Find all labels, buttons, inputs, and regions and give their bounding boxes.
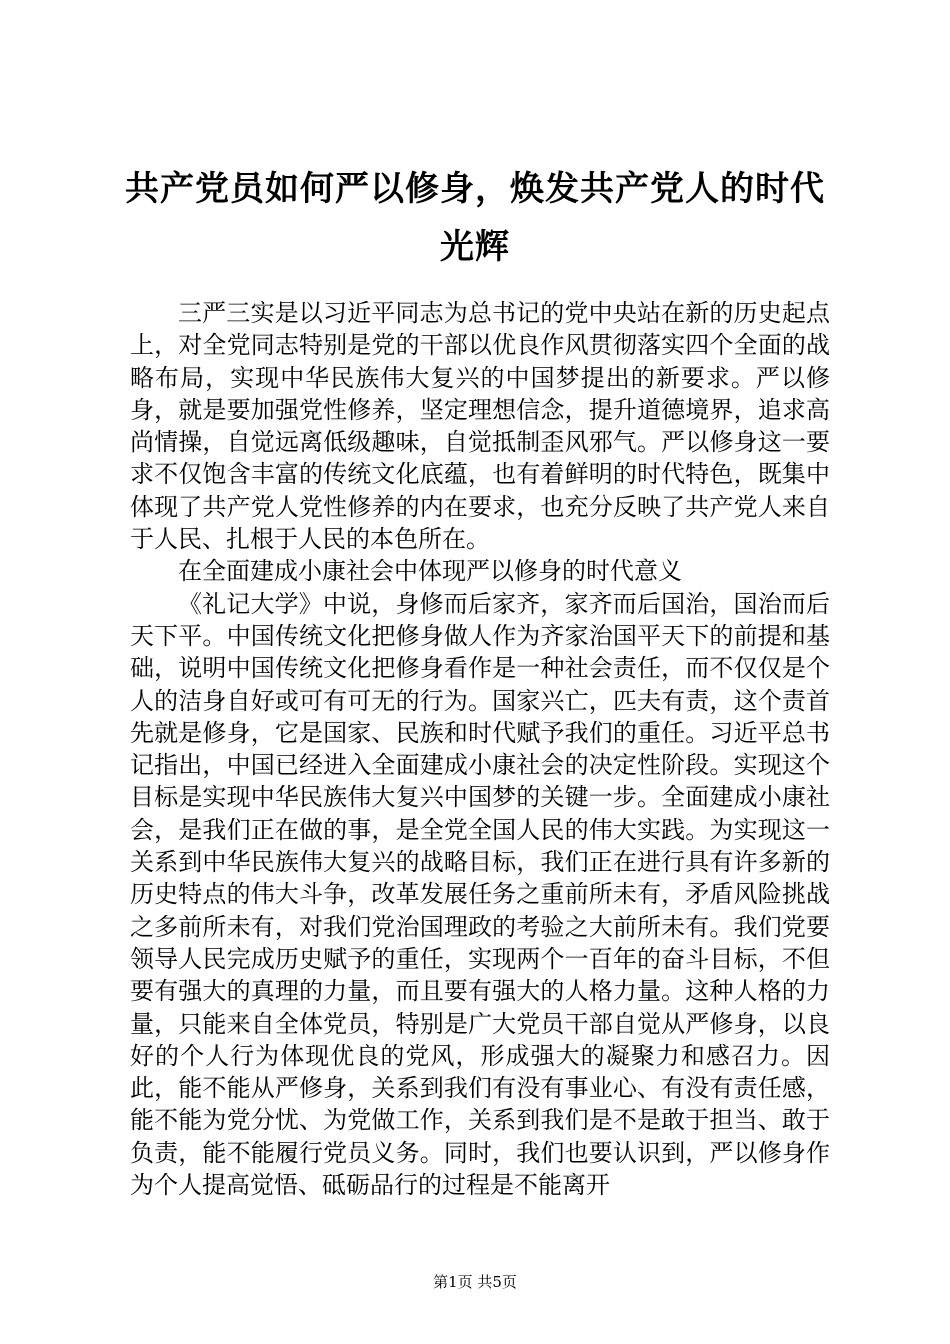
document-title: 共产党员如何严以修身，焕发共产党人的时代光辉: [125, 169, 825, 267]
body-paragraph: 《礼记大学》中说，身修而后家齐，家齐而后国治，国治而后天下平。中国传统文化把修身做人作为齐家治国平天下的前提和基础，说明中国传统文化把修身看作是一种社会责任，而不仅仅是个人的洁身自好或可有可无的行为。国家兴亡，匹夫有责，这个责首先就是修身，它是国家、民族和时代赋予我们的重任。习近平总书记指出，中国已经进入全面建成小康社会的决定性阶段。实现这个目标是实现中华民族伟大复兴中国梦的关键一步。全面建成小康社会，是我们正在做的事，是全党全国人民的伟大实践。为实现这一关系到中华民族伟大复兴的战略目标，我们正在进行具有许多新的历史特点的伟大斗争，改革发展任务之重前所未有，矛盾风险挑战之多前所未有，对我们党治国理政的考验之大前所未有。我们党要领导人民完成历史赋予的重任，实现两个一百年的奋斗目标，不但要有强大的真理的力量，而且要有强大的人格力量。这种人格的力量，只能来自全体党员，特别是广大党员干部自觉从严修身，以良好的个人行为体现优良的党风，形成强大的凝聚力和感召力。因此，能不能从严修身，关系到我们有没有事业心、有没有责任感，能不能为党分忧、为党做工作，关系到我们是不是敢于担当、敢于负责，能不能履行党员义务。同时，我们也要认识到，严以修身作为个人提高觉悟、砥砺品行的过程是不能离开: [130, 589, 830, 1200]
document-body: [130, 297, 830, 1201]
page-number-footer: 第1页 共5页: [433, 1273, 517, 1291]
section-heading: 在全面建成小康社会中体现严以修身的时代意义: [178, 557, 682, 586]
body-paragraph: 三严三实是以习近平同志为总书记的党中央站在新的历史起点上，对全党同志特别是党的干部以优良作风贯彻落实四个全面的战略布局，实现中华民族伟大复兴的中国梦提出的新要求。严以修身，就是要加强党性修养，坚定理想信念，提升道德境界，追求高尚情操，自觉远离低级趣味，自觉抵制歪风邪气。严以修身这一要求不仅饱含丰富的传统文化底蕴，也有着鲜明的时代特色，既集中体现了共产党人党性修养的内在要求，也充分反映了共产党人来自于人民、扎根于人民的本色所在。: [130, 299, 830, 554]
